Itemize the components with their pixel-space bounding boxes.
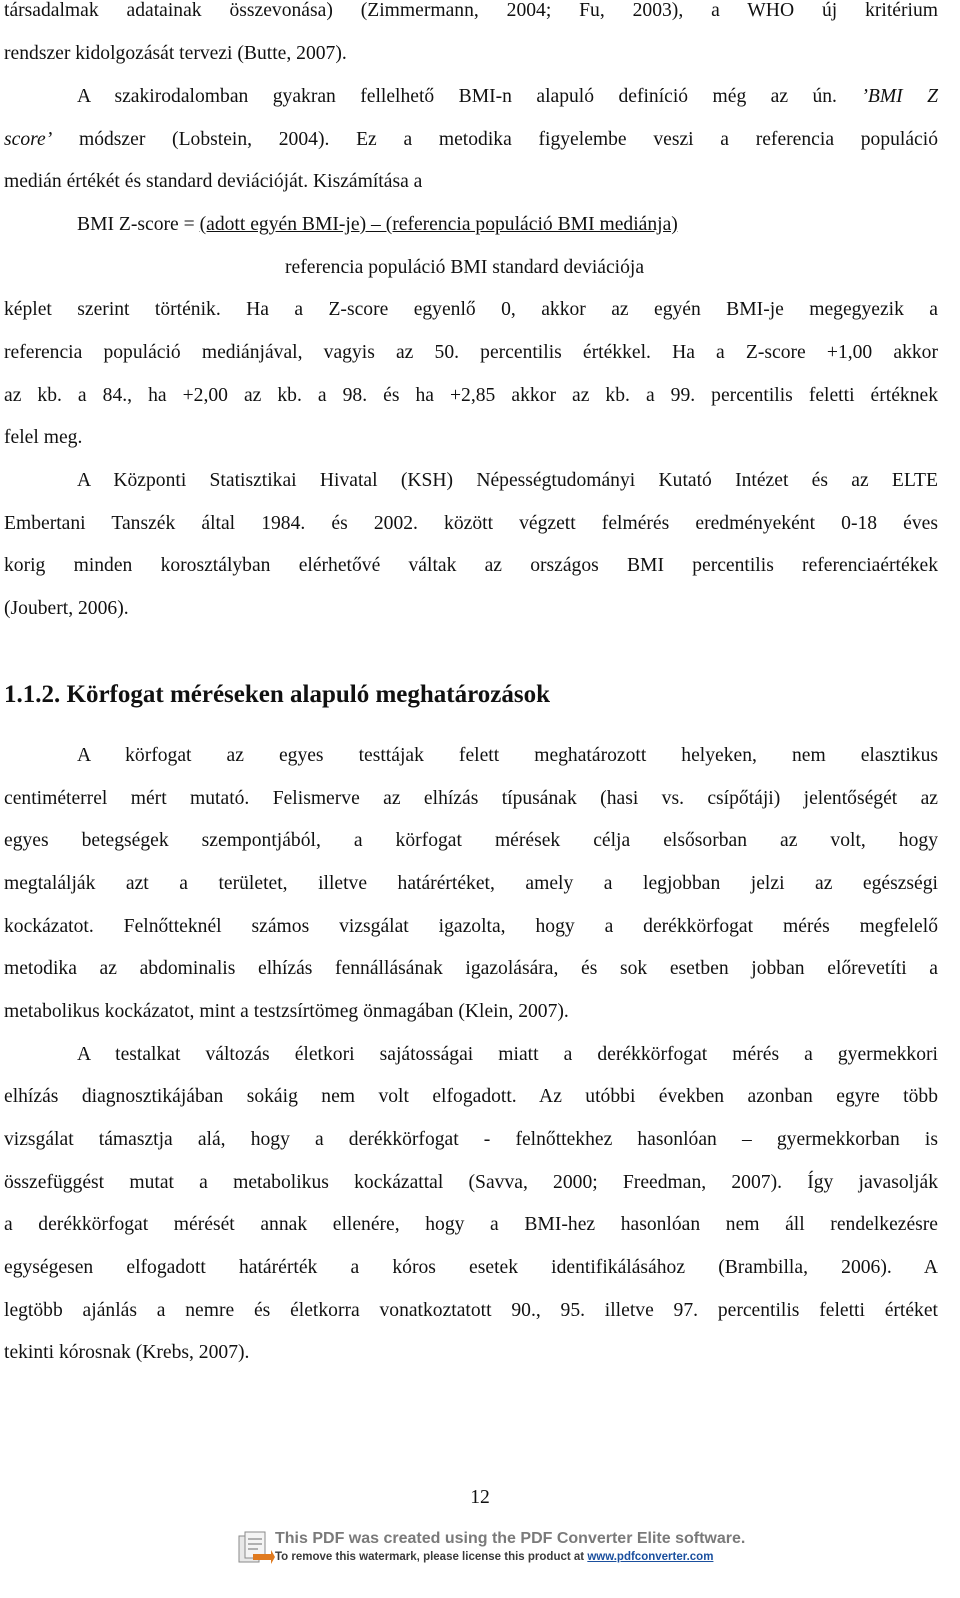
paragraph-line: centiméterrel mért mutató. Felismerve az elhízás típusának (hasi vs. csípőtáji) jelentőségét az: [4, 788, 938, 809]
paragraph-line: vizsgálat támasztja alá, hogy a derékkörfogat - felnőttekhez hasonlóan – gyermekkorban is: [4, 1129, 938, 1150]
paragraph-line: egységesen elfogadott határérték a kóros esetek identifikálásához (Brambilla, 2006). A: [4, 1257, 938, 1278]
watermark-line-2: [275, 1551, 713, 1563]
text-run: A szakirodalomban gyakran fellelhető BMI-n alapuló definíció még az ún.: [77, 86, 837, 107]
paragraph-line: elhízás diagnosztikájában sokáig nem volt elfogadott. Az utóbbi években azonban egyre több: [4, 1086, 938, 1107]
paragraph-line: kockázatot. Felnőtteknél számos vizsgálat igazolta, hogy a derékkörfogat mérés megfelelő: [4, 916, 938, 937]
formula-denominator: referencia populáció BMI standard deviációja: [285, 257, 645, 278]
formula-lhs: BMI Z-score =: [77, 214, 195, 235]
paragraph-line: (Joubert, 2006).: [4, 598, 129, 619]
paragraph-line: [4, 118, 938, 161]
watermark-line-1: This PDF was created using the PDF Converter Elite software.: [275, 1530, 746, 1547]
paragraph-line: az kb. a 84., ha +2,00 az kb. a 98. és ha +2,85 akkor az kb. a 99. percentilis feletti értéknek: [4, 385, 938, 406]
paragraph-line: tekinti kórosnak (Krebs, 2007).: [4, 1342, 250, 1363]
paragraph-line: legtöbb ajánlás a nemre és életkorra vonatkoztatott 90., 95. illetve 97. percentilis feletti értéket: [4, 1300, 938, 1321]
text-run: módszer (Lobstein, 2004). Ez a metodika figyelembe veszi a referencia populáció: [78, 129, 938, 150]
paragraph-line: korig minden korosztályban elérhetővé váltak az országos BMI percentilis referenciaértékek: [4, 555, 938, 576]
italic-term: ’BMI Z: [861, 86, 939, 107]
pdf-converter-logo-icon: [235, 1530, 275, 1570]
paragraph-line: [77, 75, 938, 118]
paragraph-line: rendszer kidolgozását tervezi (Butte, 2007).: [4, 43, 347, 64]
formula-numerator: (adott egyén BMI-je) – (referencia populáció BMI mediánja): [199, 214, 678, 235]
paragraph-line: felel meg.: [4, 427, 83, 448]
paragraph-line: metabolikus kockázatot, mint a testzsírtömeg önmagában (Klein, 2007).: [4, 1001, 569, 1022]
watermark-line-2-text: To remove this watermark, please license this product at: [275, 1551, 585, 1563]
paragraph-line: képlet szerint történik. Ha a Z-score egyenlő 0, akkor az egyén BMI-je megegyezik a: [4, 299, 938, 320]
paragraph-line: A testalkat változás életkori sajátosságai miatt a derékkörfogat mérés a gyermekkori: [77, 1044, 938, 1065]
converter-watermark: [235, 1526, 746, 1574]
paragraph-line: társadalmak adatainak összevonása) (Zimmermann, 2004; Fu, 2003), a WHO új kritérium: [4, 0, 938, 21]
paragraph-line: referencia populáció mediánjával, vagyis az 50. percentilis értékkel. Ha a Z-score +1,00 akkor: [4, 342, 938, 363]
paragraph-line: összefüggést mutat a metabolikus kockázattal (Savva, 2000; Freedman, 2007). Így javasolják: [4, 1172, 938, 1193]
paragraph-line: megtalálják azt a területet, illetve határértéket, amely a legjobban jelzi az egészségi: [4, 873, 938, 894]
paragraph-line: a derékkörfogat mérését annak ellenére, hogy a BMI-hez hasonlóan nem áll rendelkezésre: [4, 1214, 938, 1235]
paragraph-line: egyes betegségek szempontjából, a körfogat mérések célja elsősorban az volt, hogy: [4, 830, 938, 851]
paragraph-line: metodika az abdominalis elhízás fennállásának igazolására, és sok esetben jobban előrevetíti a: [4, 958, 938, 979]
section-heading: 1.1.2. Körfogat méréseken alapuló meghatározások: [4, 681, 551, 708]
paragraph-line: A Központi Statisztikai Hivatal (KSH) Népességtudományi Kutató Intézet és az ELTE: [77, 470, 938, 491]
page-number: 12: [470, 1487, 490, 1508]
paragraph-line: medián értékét és standard deviációját. Kiszámítása a: [4, 171, 423, 192]
paragraph-line: A körfogat az egyes testtájak felett meghatározott helyeken, nem elasztikus: [77, 745, 938, 766]
watermark-link[interactable]: www.pdfconverter.com: [587, 1551, 714, 1563]
bmi-z-score-formula: [77, 203, 678, 246]
paragraph-line: Embertani Tanszék által 1984. és 2002. között végzett felmérés eredményeként 0-18 éves: [4, 513, 938, 534]
italic-term: score’: [4, 129, 53, 150]
